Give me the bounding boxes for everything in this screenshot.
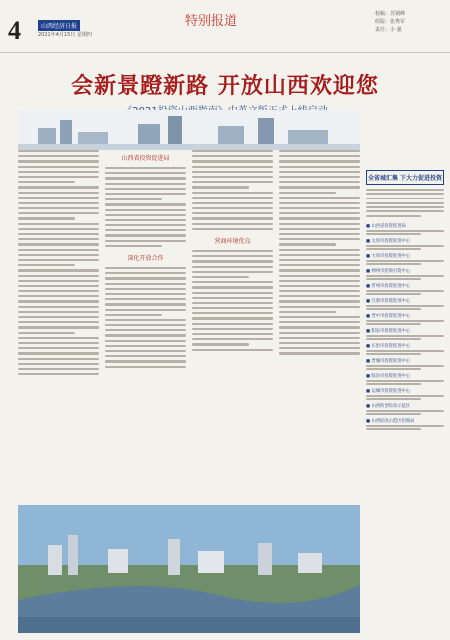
listing-name: ■ 临汾市投资促进中心 (366, 373, 444, 379)
sidebar-title: 全省城汇集 下大力促进投资 (366, 170, 444, 185)
article-column (18, 150, 99, 500)
editor-credits (375, 10, 405, 34)
listing-name: ■ 运城市投资促进中心 (366, 388, 444, 394)
sidebar-listing (366, 403, 444, 415)
column-heading: 山西省投资促进局 (121, 155, 170, 162)
editor-line: 组版：张秀军 (375, 19, 406, 25)
page-number: 4 (8, 16, 21, 45)
sidebar-listing (366, 238, 444, 250)
article-body (18, 150, 360, 500)
listing-name: ■ 山西转型综改示范区 (366, 403, 444, 409)
editor-line: 校稿：苏钢峰 (375, 11, 406, 17)
sidebar-listing (366, 418, 444, 430)
article-column (192, 150, 273, 500)
issue-date: 2021年4月15日 星期四 (38, 32, 92, 38)
listing-name: ■ 阳泉市投资促进中心 (366, 328, 444, 334)
section-title: 特别报道 (185, 14, 238, 29)
listing-name: ■ 山西省投资促进局 (366, 223, 444, 229)
listing-name: ■ 山西综改示范区招商局 (366, 418, 444, 424)
city-aerial-photo (18, 505, 360, 633)
sidebar-listing (366, 388, 444, 400)
listing-name: ■ 太原市投资促进中心 (366, 238, 444, 244)
sidebar-listing (366, 268, 444, 280)
sidebar-listing (366, 343, 444, 355)
sidebar-listing (366, 298, 444, 310)
headline: 会新景蹬新路 开放山西欢迎您 (71, 74, 379, 99)
sidebar-listing (366, 253, 444, 265)
listing-name: ■ 朔州市招商引资中心 (366, 268, 444, 274)
sidebar-listing (366, 313, 444, 325)
skyline-illustration (18, 110, 360, 150)
masthead (0, 0, 450, 53)
paper-name: 山西经济日报 (38, 20, 80, 31)
editor-line: 责任：小 强 (375, 27, 402, 33)
skyline-photo (18, 110, 360, 150)
sidebar-listing (366, 223, 444, 235)
city-aerial-illustration (18, 505, 360, 633)
column-heading: 营商环境优良 (214, 238, 251, 245)
column-heading: 深化开放合作 (127, 255, 164, 262)
article-column (105, 150, 186, 500)
listing-name: ■ 晋中市投资促进中心 (366, 313, 444, 319)
sidebar-listing (366, 373, 444, 385)
listing-name: ■ 长治市投资促进中心 (366, 343, 444, 349)
investment-sidebar (366, 170, 444, 635)
article-column (279, 150, 360, 500)
listing-name: ■ 忻州市投资促进中心 (366, 283, 444, 289)
sidebar-listing (366, 328, 444, 340)
listing-name: ■ 吕梁市投资促进中心 (366, 298, 444, 304)
sidebar-listing (366, 358, 444, 370)
sidebar-intro (366, 189, 444, 217)
sidebar-listing (366, 283, 444, 295)
listing-name: ■ 晋城市投资促进中心 (366, 358, 444, 364)
listing-name: ■ 大同市投资促进中心 (366, 253, 444, 259)
